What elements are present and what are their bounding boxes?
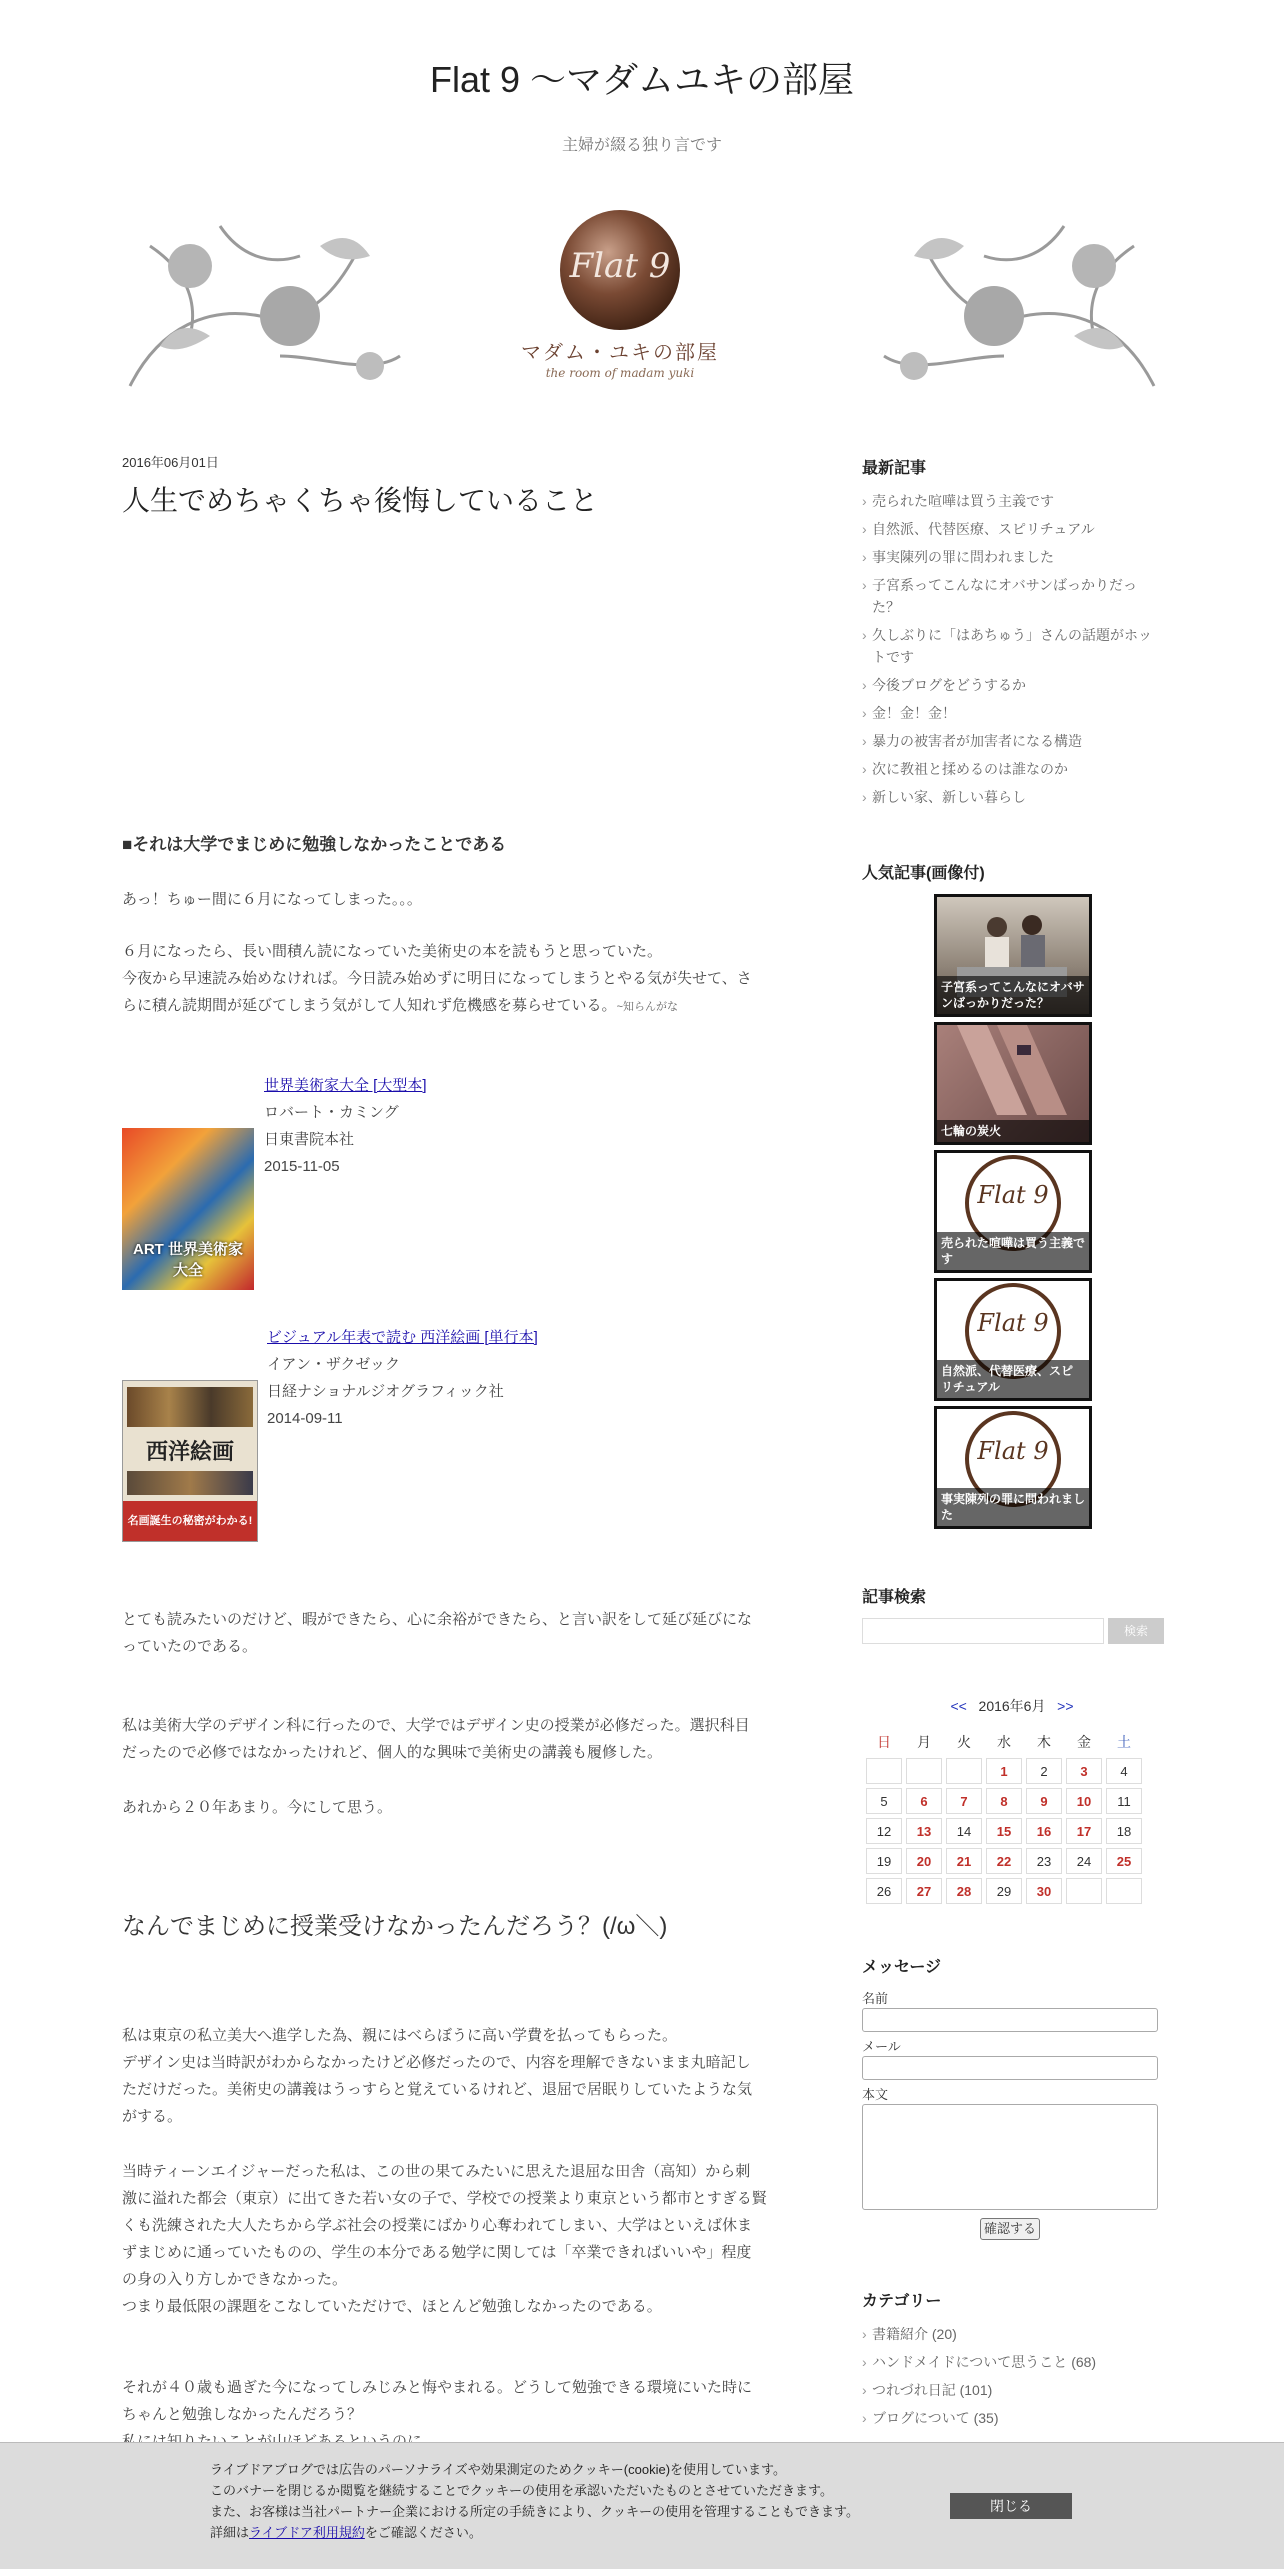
sidebar-heading: 最新記事 bbox=[862, 460, 927, 477]
calendar-day-link[interactable]: 8 bbox=[986, 1788, 1022, 1814]
calendar-prev-link[interactable]: << bbox=[950, 1698, 967, 1714]
paragraph: くも洗練された大人たちから学ぶ社会の授業にばかり心奪われてしまい、大学はといえば休ま bbox=[122, 2217, 753, 2234]
calendar-day: 14 bbox=[946, 1818, 982, 1844]
sidebar-recent-posts bbox=[862, 455, 1162, 814]
book-card bbox=[122, 1072, 622, 1292]
paragraph: デザイン史は当時訳がわからなかったけど必修だったので、内容を理解できないまま丸暗記し bbox=[122, 2054, 751, 2071]
search-input[interactable] bbox=[862, 1618, 1104, 1644]
thumbnail-logo-text: Flat 9 bbox=[977, 1437, 1049, 1465]
section-heading-2: なんでまじめに授業受けなかったんだろう？(/ω＼) bbox=[122, 1913, 668, 1940]
book-cover[interactable] bbox=[122, 1128, 254, 1290]
calendar-day-link[interactable]: 7 bbox=[946, 1788, 982, 1814]
paragraph: っていたのである。 bbox=[122, 1638, 258, 1655]
calendar-day-link[interactable]: 21 bbox=[946, 1848, 982, 1874]
calendar-day-link[interactable]: 27 bbox=[906, 1878, 942, 1904]
weekday-label: 木 bbox=[1037, 1734, 1051, 1750]
category-link[interactable]: › つれづれ日記 (101) bbox=[862, 2379, 1162, 2401]
calendar-day-link[interactable]: 1 bbox=[986, 1758, 1022, 1784]
paragraph: ただけだった。美術史の講義はうっすらと覚えているけれど、退屈で居眠りしていたような気 bbox=[122, 2081, 753, 2098]
popular-post-card[interactable] bbox=[934, 1406, 1092, 1529]
calendar-day: 26 bbox=[866, 1878, 902, 1904]
paragraph: あっ！ちゅー間に６月になってしまった。。。 bbox=[122, 891, 422, 908]
cookie-line: このバナーを閉じるか閲覧を継続することでクッキーの使用を承認いただいたものとさせていただきます。 bbox=[210, 2483, 833, 2498]
sidebar-heading: 記事検索 bbox=[862, 1589, 927, 1606]
post-title[interactable]: 人生でめちゃくちゃ後悔していること bbox=[122, 485, 599, 516]
cookie-close-button[interactable]: 閉じる bbox=[950, 2493, 1072, 2519]
search-button[interactable]: 検索 bbox=[1108, 1618, 1164, 1644]
calendar-day-link[interactable]: 6 bbox=[906, 1788, 942, 1814]
popular-post-card[interactable] bbox=[934, 1150, 1092, 1273]
cookie-line-prefix: 詳細は bbox=[210, 2525, 250, 2540]
calendar-day: 24 bbox=[1066, 1848, 1102, 1874]
recent-post-link[interactable]: › 自然派、代替医療、スピリチュアル bbox=[862, 518, 1162, 540]
popular-post-card[interactable] bbox=[934, 1278, 1092, 1401]
sidebar-popular-heading-wrap bbox=[862, 860, 1162, 883]
calendar bbox=[862, 1696, 1162, 1908]
paragraph: あれから２０年あまり。今にして思う。 bbox=[122, 1799, 393, 1816]
paragraph: 当時ティーンエイジャーだった私は、この世の果てみたいに思えた退屈な田舎（高知）から刺 bbox=[122, 2163, 751, 2180]
paragraph: の身の入り方しかできなかった。 bbox=[122, 2271, 348, 2288]
book-cover[interactable] bbox=[122, 1380, 258, 1542]
weekday-label: 火 bbox=[957, 1734, 971, 1750]
book-publisher: 日経ナショナルジオグラフィック社 bbox=[267, 1383, 504, 1400]
weekday-label: 日 bbox=[877, 1734, 891, 1750]
popular-post-caption: 七輪の炭火 bbox=[937, 1120, 1089, 1142]
calendar-day bbox=[1066, 1878, 1102, 1904]
calendar-day bbox=[866, 1758, 902, 1784]
weekday-label: 水 bbox=[997, 1734, 1011, 1750]
cookie-line bbox=[210, 2522, 859, 2543]
popular-post-caption: 事実陳列の罪に問われました bbox=[937, 1488, 1089, 1526]
calendar-day: 23 bbox=[1026, 1848, 1062, 1874]
post-date: 2016年06月01日 bbox=[122, 455, 219, 470]
article bbox=[122, 452, 794, 519]
calendar-day-link[interactable]: 3 bbox=[1066, 1758, 1102, 1784]
calendar-day: 11 bbox=[1106, 1788, 1142, 1814]
book-author: イアン・ザクゼック bbox=[267, 1356, 401, 1373]
recent-post-link[interactable]: › 久しぶりに「はあちゅう」さんの話題がホットです bbox=[862, 624, 1162, 668]
thumbnail-logo-text: Flat 9 bbox=[977, 1309, 1049, 1337]
paragraph bbox=[122, 992, 678, 1021]
recent-post-link[interactable]: › 売られた喧嘩は買う主義です bbox=[862, 490, 1162, 512]
banner-logo-text: Flat 9 bbox=[569, 246, 671, 286]
calendar-day: 18 bbox=[1106, 1818, 1142, 1844]
book-title-link[interactable]: ビジュアル年表で読む 西洋絵画 [単行本] bbox=[267, 1329, 538, 1346]
paragraph: ６月になったら、長い間積ん読になっていた美術史の本を読もうと思っていた。 bbox=[122, 943, 663, 960]
left-floral-ornament bbox=[130, 226, 400, 386]
recent-post-link[interactable]: › 今後ブログをどうするか bbox=[862, 674, 1162, 696]
cookie-line-suffix: をご確認ください。 bbox=[364, 2525, 482, 2540]
paragraph: つまり最低限の課題をこなしていただけで、ほとんど勉強しなかったのである。 bbox=[122, 2298, 662, 2315]
paragraph: とても読みたいのだけど、暇ができたら、心に余裕ができたら、と言い訳をして延び延びにな bbox=[122, 1611, 753, 1628]
sidebar-heading: カテゴリー bbox=[862, 2293, 942, 2310]
recent-post-link[interactable]: › 子宮系ってこんなにオバサンばっかりだった？ bbox=[862, 574, 1162, 618]
paragraph: 私は美術大学のデザイン科に行ったので、大学ではデザイン史の授業が必修だった。選択科目 bbox=[122, 1717, 750, 1734]
paragraph: それが４０歳も過ぎた今になってしみじみと悔やまれる。どうして勉強できる環境にいた時に bbox=[122, 2379, 753, 2396]
book-date: 2015-11-05 bbox=[264, 1158, 340, 1175]
calendar-day: 5 bbox=[866, 1788, 902, 1814]
book-publisher: 日東書院本社 bbox=[264, 1131, 355, 1148]
recent-post-link[interactable]: › 金！金！金！ bbox=[862, 702, 1162, 724]
paragraph: ちゃんと勉強しなかったんだろう？ bbox=[122, 2406, 363, 2423]
name-label: 名前 bbox=[862, 1991, 889, 2006]
calendar-day-link[interactable]: 20 bbox=[906, 1848, 942, 1874]
sidebar-message-form bbox=[862, 1954, 1162, 2236]
calendar-month: 2016年6月 bbox=[978, 1698, 1046, 1714]
category-link[interactable]: › ハンドメイドについて思うこと (68) bbox=[862, 2351, 1162, 2373]
paragraph: だったので必修ではなかったけれど、個人的な興味で美術史の講義も履修した。 bbox=[122, 1744, 663, 1761]
mail-label: メール bbox=[862, 2039, 901, 2054]
category-link[interactable]: › 書籍紹介 (20) bbox=[862, 2323, 1162, 2345]
calendar-day-link[interactable]: 15 bbox=[986, 1818, 1022, 1844]
paragraph: 今夜から早速読み始めなければ。今日読み始めずに明日になってしまうとやる気が失せて、さ bbox=[122, 970, 752, 987]
thumbnail-logo-text: Flat 9 bbox=[977, 1181, 1049, 1209]
cookie-consent-banner bbox=[0, 2442, 1284, 2569]
sidebar-heading: メッセージ bbox=[862, 1959, 942, 1976]
book-title-link[interactable]: 世界美術家大全 [大型本] bbox=[264, 1077, 427, 1094]
terms-link[interactable]: ライブドア利用規約 bbox=[249, 2525, 365, 2540]
paragraph-text: らに積ん読期間が延びてしまう気がして人知れず危機感を募らせている。 bbox=[122, 997, 617, 1014]
calendar-day-link[interactable]: 30 bbox=[1026, 1878, 1062, 1904]
cookie-line: ライブドアブログでは広告のパーソナライズや効果測定のためクッキー(cookie)を使用しています。 bbox=[210, 2462, 786, 2477]
calendar-day: 19 bbox=[866, 1848, 902, 1874]
weekday-label: 金 bbox=[1077, 1734, 1091, 1750]
name-field[interactable] bbox=[862, 2008, 1158, 2032]
popular-post-caption: 売られた喧嘩は買う主義です bbox=[937, 1232, 1089, 1270]
right-floral-ornament bbox=[884, 226, 1154, 386]
calendar-day: 29 bbox=[986, 1878, 1022, 1904]
aside-note: ~知らんがな bbox=[616, 1001, 678, 1013]
calendar-day-link[interactable]: 9 bbox=[1026, 1788, 1062, 1814]
calendar-day-link[interactable]: 16 bbox=[1026, 1818, 1062, 1844]
recent-post-link[interactable]: › 新しい家、新しい暮らし bbox=[862, 786, 1162, 808]
calendar-grid bbox=[862, 1726, 1146, 1908]
site-title[interactable]: Flat 9 〜マダムユキの部屋 bbox=[429, 59, 855, 100]
popular-post-caption: 子宮系ってこんなにオバサンばっかりだった？ bbox=[937, 976, 1089, 1014]
banner-caption: マダム・ユキの部屋 bbox=[521, 340, 719, 364]
calendar-day-link[interactable]: 22 bbox=[986, 1848, 1022, 1874]
calendar-day bbox=[1106, 1878, 1142, 1904]
confirm-button[interactable]: 確認する bbox=[980, 2218, 1040, 2240]
category-link[interactable]: › ブログについて (35) bbox=[862, 2407, 1162, 2429]
sidebar-search bbox=[862, 1584, 1162, 1638]
weekday-label: 月 bbox=[917, 1734, 931, 1750]
recent-post-link[interactable]: › 暴力の被害者が加害者になる構造 bbox=[862, 730, 1162, 752]
book-author: ロバート・カミング bbox=[264, 1104, 399, 1121]
paragraph: ずまじめに通っていたものの、学生の本分である勉学に関しては「卒業できればいいや」程度 bbox=[122, 2244, 752, 2261]
book-cover-text: 西洋絵画 bbox=[145, 1439, 234, 1464]
calendar-day-link[interactable]: 17 bbox=[1066, 1818, 1102, 1844]
site-description: 主婦が綴る独り言です bbox=[561, 137, 722, 154]
calendar-day: 2 bbox=[1026, 1758, 1062, 1784]
calendar-day bbox=[906, 1758, 942, 1784]
cookie-line: また、お客様は当社パートナー企業における所定の手続きにより、クッキーの使用を管理することもできます。 bbox=[210, 2504, 859, 2519]
section-heading-1: ■それは大学でまじめに勉強しなかったことである bbox=[122, 835, 507, 854]
calendar-day bbox=[946, 1758, 982, 1784]
message-body-field[interactable] bbox=[862, 2104, 1158, 2210]
calendar-day-link[interactable]: 25 bbox=[1106, 1848, 1142, 1874]
calendar-day-link[interactable]: 10 bbox=[1066, 1788, 1102, 1814]
popular-post-card[interactable] bbox=[934, 1022, 1092, 1145]
book-cover-text: ART 世界美術家大全 bbox=[133, 1241, 243, 1279]
book-card bbox=[122, 1324, 622, 1544]
calendar-day: 4 bbox=[1106, 1758, 1142, 1784]
book-cover-band: 名画誕生の秘密がわかる! bbox=[123, 1501, 257, 1541]
banner-subcaption: the room of madam yuki bbox=[545, 366, 695, 380]
popular-post-caption: 自然派、代替医療、スピリチュアル bbox=[937, 1360, 1089, 1398]
sidebar-categories bbox=[862, 2288, 1162, 2435]
calendar-day-link[interactable]: 28 bbox=[946, 1878, 982, 1904]
recent-post-link[interactable]: › 次に教祖と揉めるのは誰なのか bbox=[862, 758, 1162, 780]
mail-field[interactable] bbox=[862, 2056, 1158, 2080]
body-label: 本文 bbox=[862, 2087, 889, 2102]
popular-post-card[interactable] bbox=[934, 894, 1092, 1017]
paragraph: がする。 bbox=[122, 2108, 183, 2125]
recent-post-link[interactable]: › 事実陳列の罪に問われました bbox=[862, 546, 1162, 568]
calendar-day: 12 bbox=[866, 1818, 902, 1844]
weekday-label: 土 bbox=[1117, 1734, 1131, 1750]
paragraph: 激に溢れた都会（東京）に出てきた若い女の子で、学校での授業より東京という都市とすぎる賢 bbox=[122, 2190, 767, 2207]
cookie-text bbox=[210, 2459, 859, 2543]
calendar-next-link[interactable]: >> bbox=[1057, 1698, 1074, 1714]
paragraph: 私は東京の私立美大へ進学した為、親にはべらぼうに高い学費を払ってもらった。 bbox=[122, 2027, 678, 2044]
header-banner[interactable] bbox=[120, 206, 1164, 398]
calendar-day-link[interactable]: 13 bbox=[906, 1818, 942, 1844]
sidebar-heading: 人気記事(画像付) bbox=[862, 865, 985, 882]
book-date: 2014-09-11 bbox=[267, 1410, 343, 1427]
